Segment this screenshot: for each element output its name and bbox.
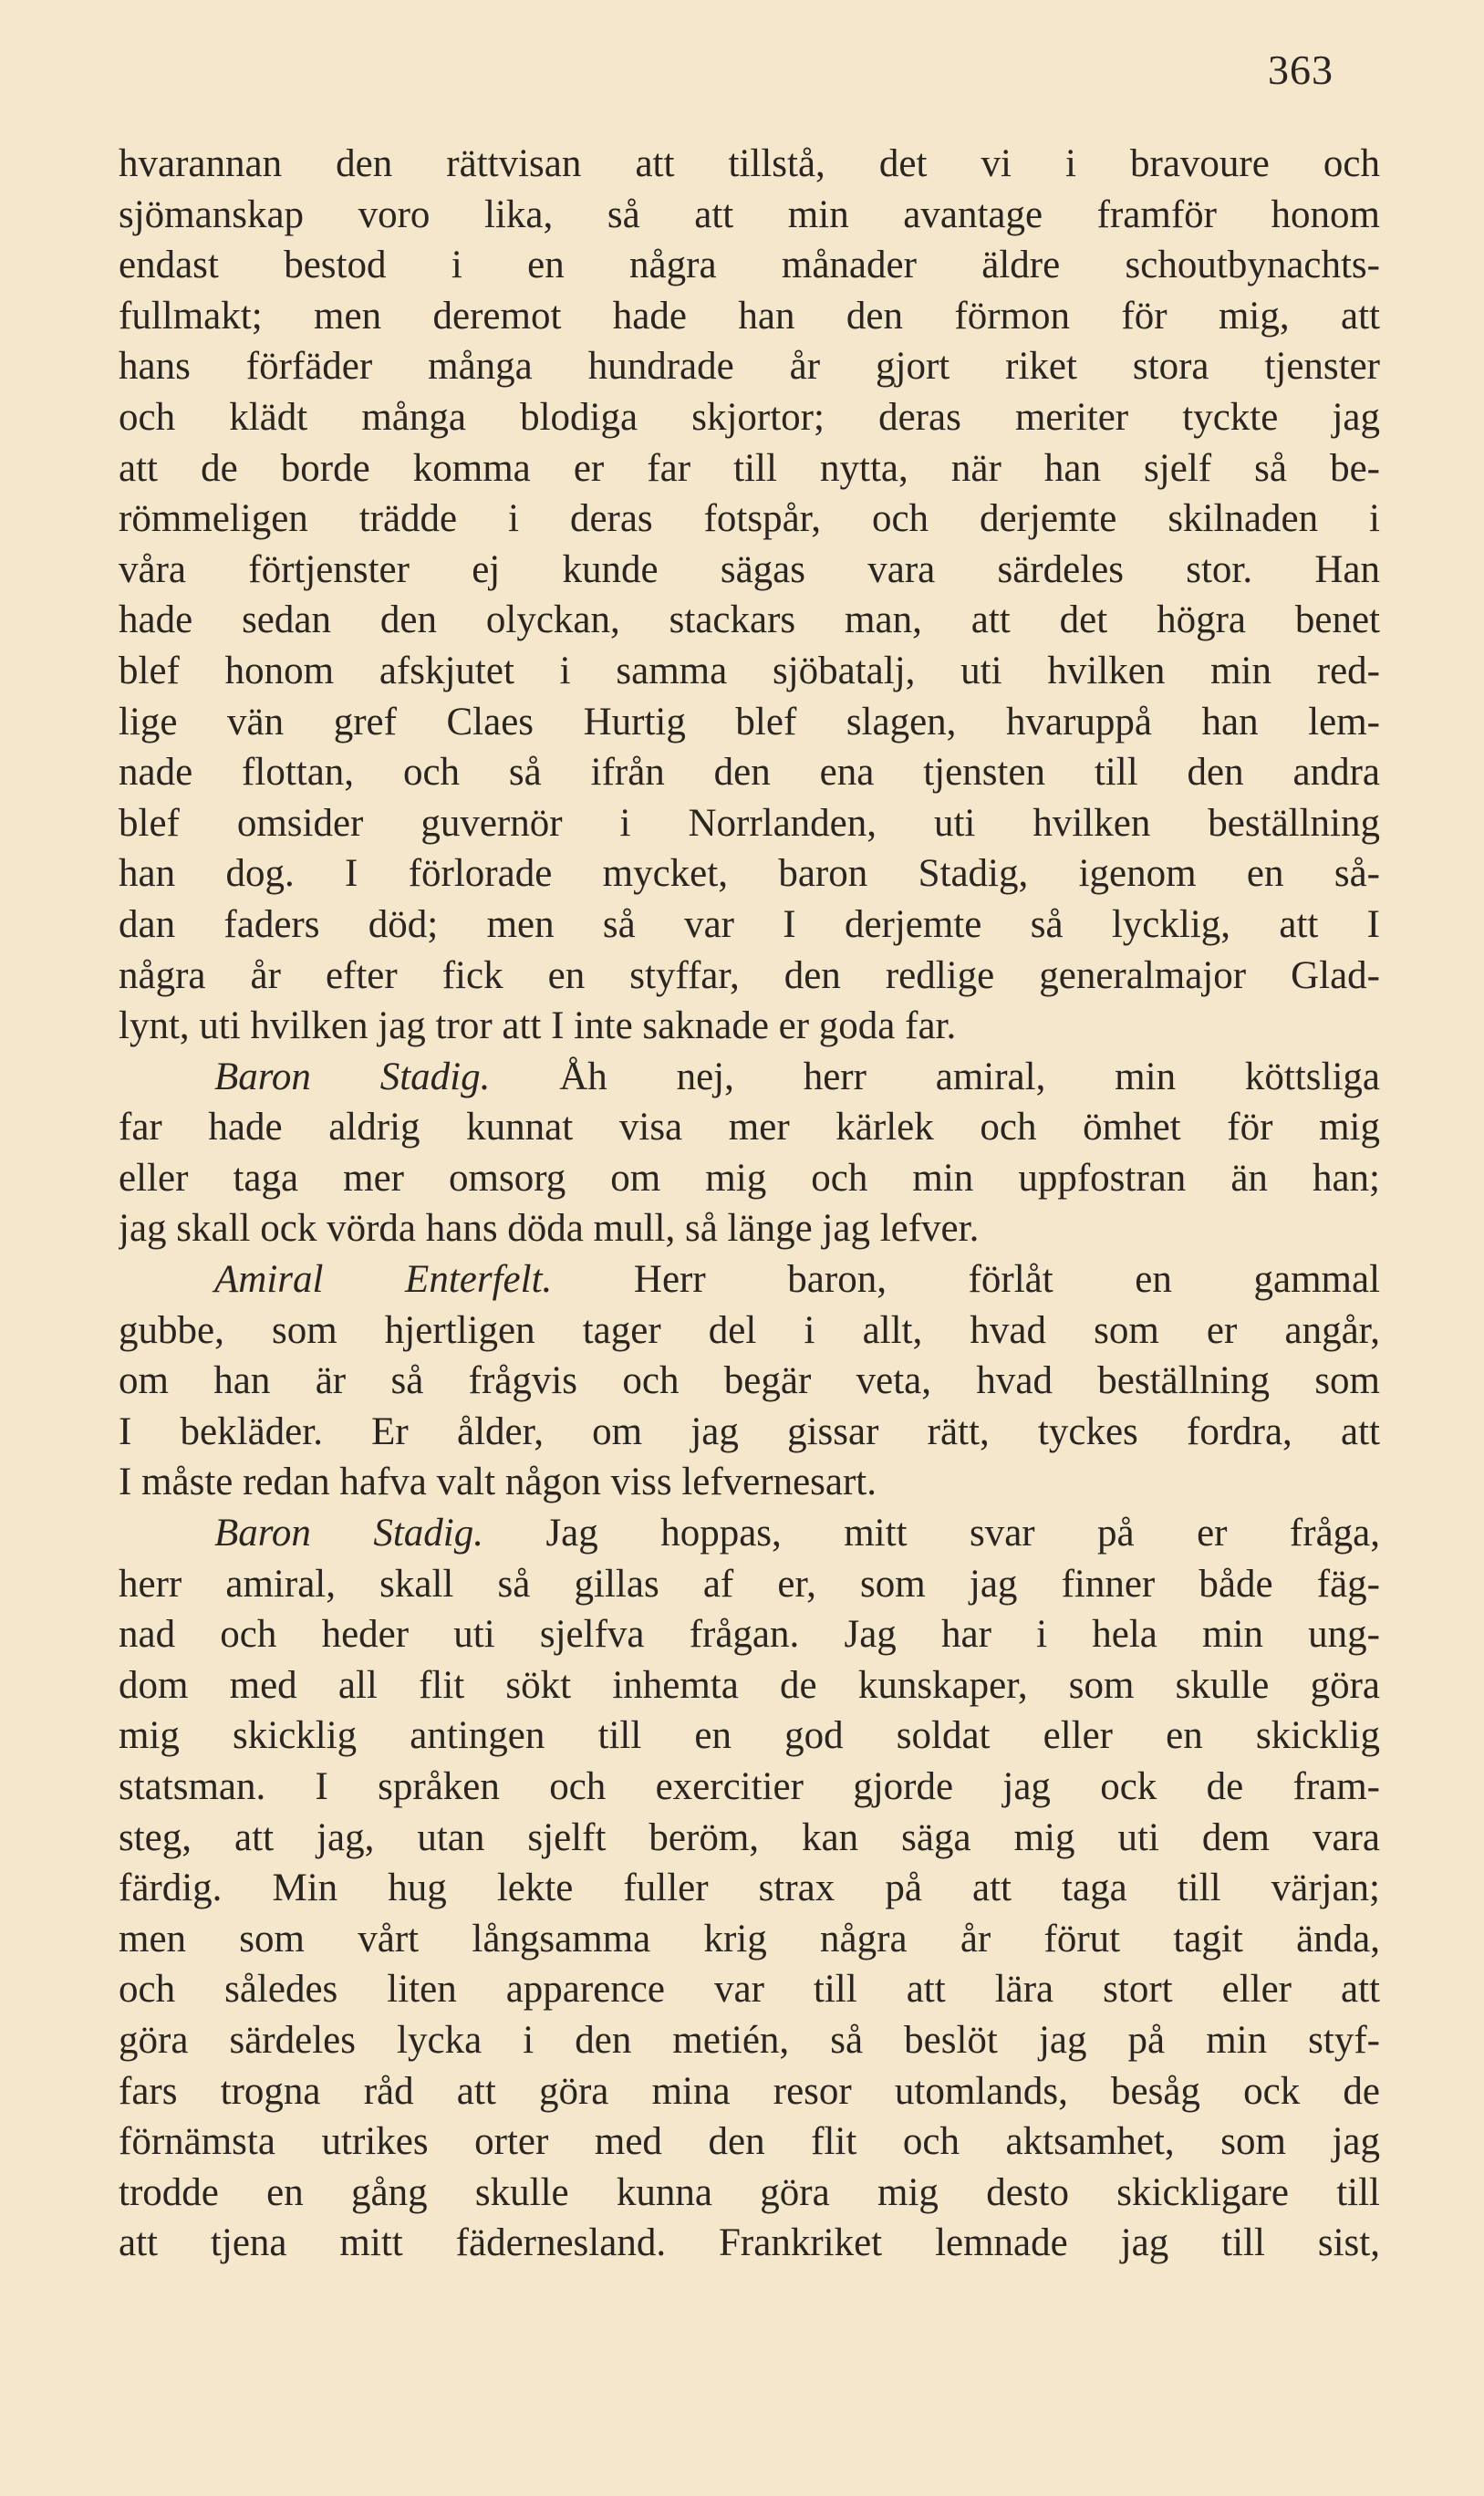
text-line: nad och heder uti sjelfva frågan. Jag har i hela min ung- [119, 1613, 1380, 1657]
text-line: våra förtjenster ej kunde sägas vara särdeles stor. Han [119, 547, 1380, 591]
text-line: färdig. Min hug lekte fuller strax på att taga till värjan; [119, 1867, 1380, 1910]
text-line: herr amiral, skall så gillas af er, som jag finner både fäg- [119, 1562, 1380, 1606]
text-line: men som vårt långsamma krig några år förut tagit ända, [119, 1917, 1380, 1960]
text-line: några år efter fick en styffar, den redlige generalmajor Glad- [119, 953, 1380, 997]
text-line: steg, att jag, utan sjelft beröm, kan säga mig uti dem vara [119, 1815, 1380, 1859]
text-line: lige vän gref Claes Hurtig blef slagen, hvaruppå han lem- [119, 700, 1380, 744]
text-line: hans förfäder många hundrade år gjort riket stora tjenster [119, 345, 1380, 389]
text-line: och således liten apparence var till att lära stort eller att [119, 1968, 1380, 2012]
text-line: dom med all flit sökt inhemta de kunskaper, som skulle göra [119, 1663, 1380, 1707]
dialogue-text: Åh nej, herr amiral, min köttsliga [559, 1055, 1380, 1098]
text-line: trodde en gång skulle kunna göra mig desto skickligare till [119, 2170, 1380, 2214]
text-line: I måste redan hafva valt någon viss lefvernesart. [119, 1461, 877, 1504]
dialogue-line [119, 1254, 1380, 1305]
text-line: göra särdeles lycka i den metién, så beslöt jag på min styf- [119, 2018, 1380, 2062]
text-line: eller taga mer omsorg om mig och min uppfostran än han; [119, 1156, 1380, 1200]
text-line: nade flottan, och så ifrån den ena tjensten till den andra [119, 751, 1380, 795]
text-line: dan faders död; men så var I derjemte så lycklig, att I [119, 902, 1380, 946]
text-line: fullmakt; men deremot hade han den förmon för mig, att [119, 294, 1380, 338]
text-line: far hade aldrig kunnat visa mer kärlek och ömhet för mig [119, 1106, 1380, 1149]
text-line: sjömanskap voro lika, så att min avantage framför honom [119, 192, 1380, 236]
text-line: I bekläder. Er ålder, om jag gissar rätt, tyckes fordra, att [119, 1409, 1380, 1453]
speaker-name: Baron Stadig. [214, 1512, 483, 1555]
text-line: statsman. I språken och exercitier gjorde jag ock de fram- [119, 1765, 1380, 1808]
dialogue-text: Jag hoppas, mitt svar på er fråga, [545, 1512, 1380, 1555]
text-line: hvarannan den rättvisan att tillstå, det vi i bravoure och [119, 142, 1380, 185]
text-line: blef omsider guvernör i Norrlanden, uti hvilken beställning [119, 801, 1380, 845]
text-line: och klädt många blodiga skjortor; deras meriter tyckte jag [119, 395, 1380, 439]
text-line: att de borde komma er far till nytta, när han sjelf så be- [119, 446, 1380, 490]
page-number: 363 [1268, 47, 1334, 93]
text-line: han dog. I förlorade mycket, baron Stadig, igenom en så- [119, 852, 1380, 896]
dialogue-line [119, 1508, 1380, 1559]
speaker-name: Amiral Enterfelt. [214, 1258, 553, 1302]
text-line: fars trogna råd att göra mina resor utomlands, besåg ock de [119, 2069, 1380, 2113]
text-line: jag skall ock vörda hans döda mull, så länge jag lefver. [119, 1207, 980, 1251]
text-line: lynt, uti hvilken jag tror att I inte saknade er goda far. [119, 1004, 957, 1048]
text-line: förnämsta utrikes orter med den flit och aktsamhet, som jag [119, 2120, 1380, 2164]
text-line: att tjena mitt fädernesland. Frankriket lemnade jag till sist, [119, 2221, 1380, 2265]
speaker-name: Baron Stadig. [214, 1055, 491, 1098]
text-line: hade sedan den olyckan, stackars man, att det högra benet [119, 598, 1380, 642]
dialogue-text: Herr baron, förlåt en gammal [633, 1258, 1380, 1302]
text-line: gubbe, som hjertligen tager del i allt, hvad som er angår, [119, 1308, 1380, 1352]
text-line: römmeligen trädde i deras fotspår, och derjemte skilnaden i [119, 497, 1380, 541]
body-text [119, 139, 1380, 2269]
text-line: endast bestod i en några månader äldre schoutbynachts- [119, 244, 1380, 287]
text-line: mig skicklig antingen till en god soldat eller en skicklig [119, 1714, 1380, 1758]
text-line: om han är så frågvis och begär veta, hvad beställning som [119, 1359, 1380, 1403]
dialogue-line [119, 1052, 1380, 1103]
text-line: blef honom afskjutet i samma sjöbatalj, uti hvilken min red- [119, 649, 1380, 692]
